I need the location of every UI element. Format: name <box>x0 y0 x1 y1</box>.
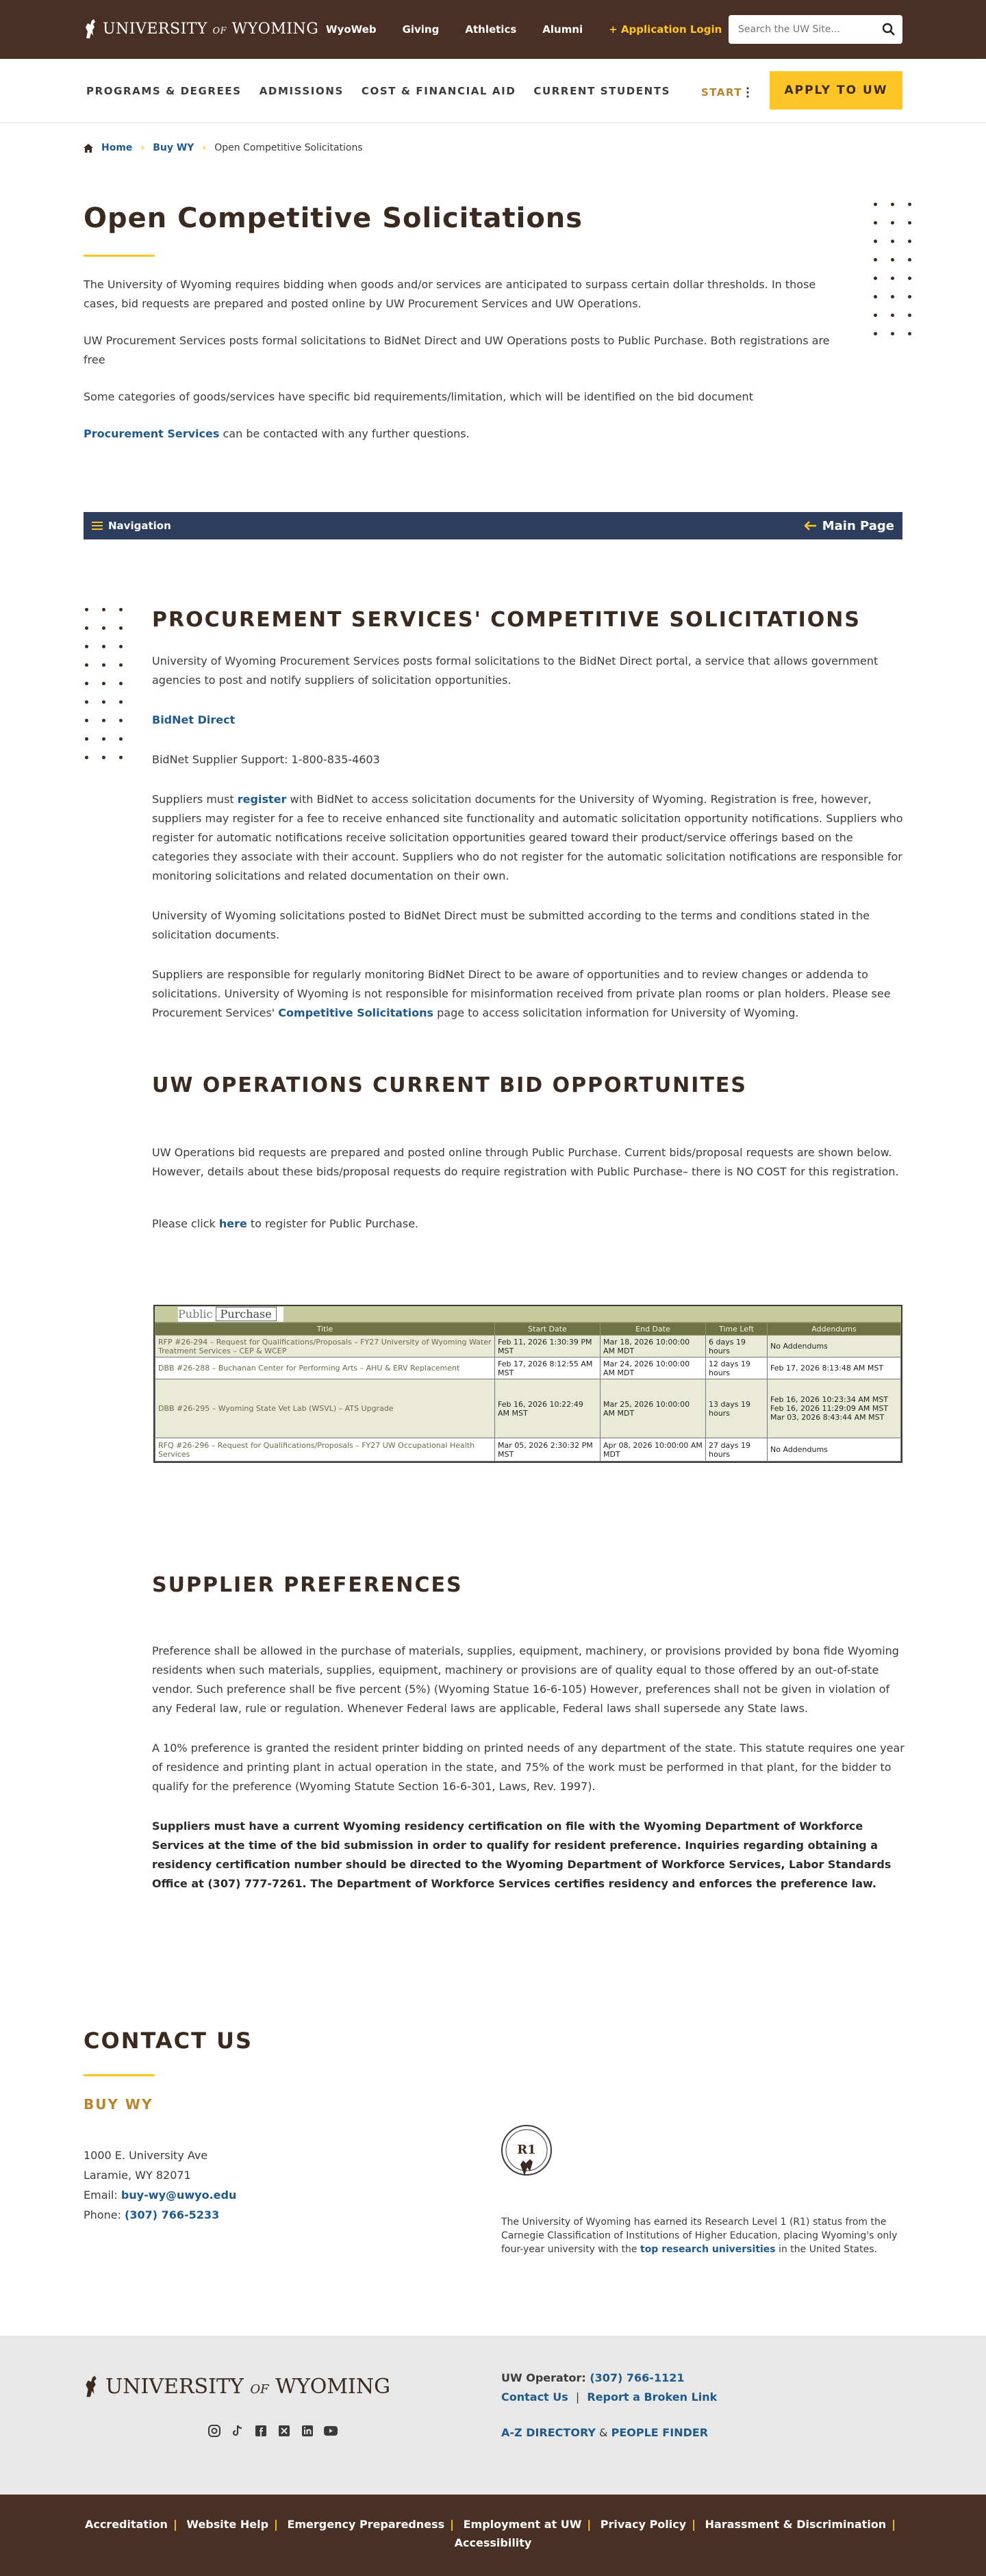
email-link[interactable]: buy-wy@uwyo.edu <box>121 2189 237 2202</box>
search-button[interactable] <box>875 23 902 36</box>
page-title: Open Competitive Solicitations <box>84 203 583 234</box>
bid-title-link[interactable]: DBB #26-295 – Wyoming State Vet Lab (WSVL) – ATS Upgrade <box>155 1379 495 1438</box>
procurement-services-link[interactable]: Procurement Services <box>84 427 220 440</box>
carnegie-r1-seal <box>500 2124 553 2184</box>
decorative-dots <box>85 608 123 759</box>
intro-paragraph: The University of Wyoming requires bidding when goods and/or services are anticipated to surpass certain dollar thresholds. In those cases, bid requests are prepared and posted online by UW Procurement Services and UW Operations. <box>84 278 816 310</box>
bid-title-link[interactable]: RFP #26-294 – Request for Qualifications/Proposals – FY27 University of Wyoming Water Treatment Services – CEP & WCEP <box>155 1336 495 1357</box>
table-row[interactable] <box>155 1438 901 1462</box>
competitive-solicitations-link[interactable]: Competitive Solicitations <box>278 1006 434 1019</box>
main-page-link[interactable]: Main Page <box>805 519 894 533</box>
bid-title-link[interactable]: DBB #26-288 – Buchanan Center for Performing Arts – AHU & ERV Replacement <box>155 1357 495 1379</box>
footer-link-accessibility[interactable]: Accessibility <box>454 2536 532 2549</box>
addendums-cell[interactable]: Feb 16, 2026 10:23:34 AM MST Feb 16, 2026 11:29:09 AM MST Mar 03, 2026 8:43:44 AM MST <box>768 1379 901 1438</box>
breadcrumb-buy-wy[interactable]: Buy WY <box>153 142 194 153</box>
address-line: 1000 E. University Ave <box>84 2149 208 2162</box>
addendums-cell[interactable]: Feb 17, 2026 8:13:48 AM MST <box>768 1357 901 1379</box>
top-bar <box>0 0 986 59</box>
footer-link-harassment-discrimination[interactable]: Harassment & Discrimination <box>705 2518 887 2531</box>
operations-section <box>152 1143 905 1254</box>
footer-link-emergency-preparedness[interactable]: Emergency Preparedness <box>287 2518 445 2531</box>
table-row[interactable] <box>155 1379 901 1438</box>
supplier-preferences-heading: SUPPLIER PREFERENCES <box>152 1573 463 1597</box>
public-purchase-widget <box>153 1305 902 1463</box>
breadcrumb-separator: › <box>202 142 207 153</box>
decorative-dots <box>874 203 911 335</box>
bidnet-support-text: BidNet Supplier Support: 1-800-835-4603 <box>152 753 380 766</box>
address-line: Laramie, WY 82071 <box>84 2169 191 2182</box>
facebook-icon[interactable] <box>253 2423 268 2438</box>
logo-text: UNIVERSITY OF WYOMING <box>103 20 319 38</box>
bottom-footer-links: Accreditation | Website Help | Emergency Preparedness | Employment at UW | Privacy Policy | Harassment & Discrimination | Accessibility <box>84 2518 896 2549</box>
search-input[interactable] <box>729 24 875 35</box>
start-date-cell: Feb 11, 2026 1:30:39 PM MST <box>495 1336 601 1357</box>
procurement-paragraph: University of Wyoming solicitations posted to BidNet Direct must be submitted according to the terms and conditions stated in the solicitation documents. <box>152 909 870 941</box>
r1-statement: The University of Wyoming has earned its Research Level 1 (R1) status from the Carnegie Classification of Institutions of Higher Education, placing Wyoming's only four-year university with the top research universities in the United States. <box>501 2217 898 2255</box>
footer-contact <box>501 2369 717 2443</box>
people-finder-link[interactable]: PEOPLE FINDER <box>611 2426 709 2439</box>
bid-title-link[interactable]: RFQ #26-296 – Request for Qualifications/Proposals – FY27 UW Occupational Health Services <box>155 1438 495 1462</box>
x-twitter-icon[interactable] <box>277 2423 292 2438</box>
phone-link[interactable]: (307) 766-5233 <box>125 2208 220 2221</box>
bottom-footer <box>0 2495 986 2576</box>
operator-line: UW Operator: (307) 766-1121 <box>501 2371 685 2384</box>
top-research-universities-link[interactable]: top research universities <box>640 2244 776 2255</box>
procurement-section <box>152 652 905 1043</box>
nav-admissions[interactable]: ADMISSIONS <box>259 85 344 97</box>
contact-heading: CONTACT US <box>84 2028 253 2054</box>
top-link-wyoweb[interactable]: WyoWeb <box>326 23 377 36</box>
time-left-cell: 6 days 19 hours <box>706 1336 768 1357</box>
procurement-paragraph: Suppliers must register with BidNet to access solicitation documents for the University of Wyoming. Registration is free, however, suppliers may register for a fee to receive enhanced site functionality and automatic solicitation opportunity notifications. Suppliers who register for automatic notifications receive solicitation opportunities geared toward their product/service offerings based on the categories they associate with their account. Suppliers who do not register for the automatic solicitation notifications are responsible for monitoring solicitations and related documentation on their own. <box>152 793 903 882</box>
bid-table <box>155 1323 901 1462</box>
footer-link-website-help[interactable]: Website Help <box>186 2518 269 2531</box>
public-purchase-header <box>155 1306 901 1323</box>
intro-paragraph: Some categories of goods/services have specific bid requirements/limitation, which will be identified on the bid document <box>84 390 753 403</box>
operations-heading: UW OPERATIONS CURRENT BID OPPORTUNITES <box>152 1073 748 1097</box>
footer-link-privacy-policy[interactable]: Privacy Policy <box>600 2518 687 2531</box>
end-date-cell: Apr 08, 2026 10:00:00 AM MDT <box>601 1438 706 1462</box>
navigation-toggle[interactable]: Navigation <box>92 520 171 532</box>
breadcrumb <box>84 142 363 153</box>
bidnet-direct-link[interactable]: BidNet Direct <box>152 713 236 726</box>
supplier-paragraph: Suppliers must have a current Wyoming residency certification on file with the Wyoming Department of Workforce Services at the time of the bid submission in order to qualify for resident preference. Inquiries regarding obtaining a residency certification number should be directed to the Wyoming Department of Workforce Services, Labor Standards Office at (307) 777-7261. The Department of Workforce Services certifies residency and enforces the preference law. <box>152 1820 892 1890</box>
supplier-paragraph: A 10% preference is granted the resident printer bidding on printed needs of any department of the state. This statute requires one year of residence and printing plant in actual operation in the state, and 75% of the work must be performed in that plant, for the bidder to qualify for the preference (Wyoming Statute Section 16-6-301, Laws, Rev. 1997). <box>152 1742 905 1793</box>
operations-paragraph: Please click here to register for Public Purchase. <box>152 1217 419 1230</box>
bucking-horse-icon <box>84 2373 99 2400</box>
time-left-cell: 27 days 19 hours <box>706 1438 768 1462</box>
intro-paragraph: UW Procurement Services posts formal solicitations to BidNet Direct and UW Operations posts to Public Purchase. Both registrations are free <box>84 334 830 366</box>
register-link[interactable]: register <box>237 793 287 806</box>
apply-to-uw-button[interactable]: APPLY TO UW <box>770 71 902 110</box>
table-row[interactable] <box>155 1336 901 1357</box>
search-icon <box>882 23 896 36</box>
intro-paragraph: Procurement Services can be contacted with any further questions. <box>84 427 470 440</box>
time-left-cell: 12 days 19 hours <box>706 1357 768 1379</box>
gray-footer <box>0 2336 986 2495</box>
procurement-heading: PROCUREMENT SERVICES' COMPETITIVE SOLICITATIONS <box>152 608 861 632</box>
supplier-paragraph: Preference shall be allowed in the purchase of materials, supplies, equipment, machinery, or provisions provided by bona fide Wyoming residents when such materials, supplies, equipment, machinery or provisions are of quality equal to those offered by an out-of-state vendor. Such preference shall be five percent (5%) (Wyoming Statue 16-6-105) However, preferences shall not be given in violation of any Federal law, rule or regulation. Whenever Federal laws are applicable, Federal laws shall supersede any State laws. <box>152 1644 899 1715</box>
end-date-cell: Mar 24, 2026 10:00:00 AM MDT <box>601 1357 706 1379</box>
section-navigation-bar <box>84 512 902 539</box>
public-purchase-logo: Public Purchase <box>178 1307 283 1322</box>
addendums-cell: No Addendums <box>768 1438 901 1462</box>
title-underline <box>84 255 155 257</box>
home-icon <box>84 144 93 153</box>
column-header-title: Title <box>155 1323 495 1336</box>
register-here-link[interactable]: here <box>218 1217 247 1230</box>
procurement-paragraph <box>152 711 905 730</box>
social-links <box>207 2423 338 2438</box>
directory-line: A-Z DIRECTORY & PEOPLE FINDER <box>501 2426 709 2439</box>
youtube-icon[interactable] <box>323 2423 338 2438</box>
start-menu-button[interactable]: START <box>701 86 749 99</box>
procurement-paragraph: University of Wyoming Procurement Services posts formal solicitations to the BidNet Direct portal, a service that allows government agencies to post and notify suppliers of solicitation opportunities. <box>152 654 878 687</box>
instagram-icon[interactable] <box>207 2423 222 2438</box>
bucking-horse-icon <box>84 18 97 40</box>
contact-us-link[interactable]: Contact Us <box>501 2390 568 2403</box>
start-date-cell: Feb 17, 2026 8:12:55 AM MST <box>495 1357 601 1379</box>
search-box <box>729 15 902 44</box>
end-date-cell: Mar 18, 2026 10:00:00 AM MDT <box>601 1336 706 1357</box>
hamburger-icon <box>92 522 103 530</box>
footer-links-line: Contact Us | Report a Broken Link <box>501 2390 718 2403</box>
column-header-addendums: Addendums <box>768 1323 901 1336</box>
addendums-cell: No Addendums <box>768 1336 901 1357</box>
footer-logo-text: UNIVERSITY OF WYOMING <box>105 2374 391 2399</box>
tiktok-icon[interactable] <box>230 2423 245 2438</box>
report-broken-link[interactable]: Report a Broken Link <box>587 2390 718 2403</box>
footer-link-accreditation[interactable]: Accreditation <box>84 2518 168 2531</box>
email-line: Email: buy-wy@uwyo.edu <box>84 2189 237 2202</box>
footer-link-employment[interactable]: Employment at UW <box>463 2518 582 2531</box>
top-link-athletics[interactable]: Athletics <box>465 23 517 36</box>
start-date-cell: Mar 05, 2026 2:30:32 PM MST <box>495 1438 601 1462</box>
end-date-cell: Mar 25, 2026 10:00:00 AM MDT <box>601 1379 706 1438</box>
az-directory-link[interactable]: A-Z DIRECTORY <box>501 2426 596 2439</box>
supplier-section <box>152 1642 905 1914</box>
vertical-dots-icon <box>746 87 749 98</box>
footer-uw-logo[interactable] <box>84 2373 390 2400</box>
start-date-cell: Feb 16, 2026 10:22:49 AM MST <box>495 1379 601 1438</box>
column-header-end-date: End Date <box>601 1323 706 1336</box>
time-left-cell: 13 days 19 hours <box>706 1379 768 1438</box>
uw-logo[interactable] <box>84 18 318 40</box>
operator-phone-link[interactable]: (307) 766-1121 <box>590 2371 685 2384</box>
nav-current-students[interactable]: CURRENT STUDENTS <box>533 85 671 97</box>
breadcrumb-current: Open Competitive Solicitations <box>214 142 363 153</box>
contact-underline <box>84 2074 155 2076</box>
column-header-time-left: Time Left <box>706 1323 768 1336</box>
table-row[interactable] <box>155 1357 901 1379</box>
column-header-start-date: Start Date <box>495 1323 601 1336</box>
arrow-left-icon <box>805 521 817 531</box>
operations-paragraph: UW Operations bid requests are prepared and posted online through Public Purchase. Current bids/proposal requests are shown below. However, details about these bids/proposal requests do require registration with Public Purchase– there is NO COST for this registration. <box>152 1146 899 1178</box>
intro-text <box>84 275 837 461</box>
top-nav <box>326 23 722 36</box>
phone-line: Phone: (307) 766-5233 <box>84 2208 220 2221</box>
breadcrumb-separator: › <box>140 142 145 153</box>
breadcrumb-home[interactable]: Home <box>101 142 133 153</box>
nav-cost-financial-aid[interactable]: COST & FINANCIAL AID <box>361 85 516 97</box>
application-login-link[interactable]: + Application Login <box>609 23 722 36</box>
seal-r1-text: R1 <box>517 2143 536 2157</box>
top-link-alumni[interactable]: Alumni <box>542 23 583 36</box>
nav-programs-degrees[interactable]: PROGRAMS & DEGREES <box>86 85 242 97</box>
top-link-giving[interactable]: Giving <box>402 23 440 36</box>
buy-wy-heading: BUY WY <box>84 2096 153 2113</box>
contact-address <box>84 2145 236 2225</box>
linkedin-icon[interactable] <box>300 2423 315 2438</box>
procurement-paragraph: Suppliers are responsible for regularly monitoring BidNet Direct to be aware of opportunities and to review changes or addenda to solicitations. University of Wyoming is not responsible for misinformation received from private plan rooms or plan holders. Please see Procurement Services' Competitive Solicitations page to access solicitation information for University of Wyoming. <box>152 968 891 1019</box>
